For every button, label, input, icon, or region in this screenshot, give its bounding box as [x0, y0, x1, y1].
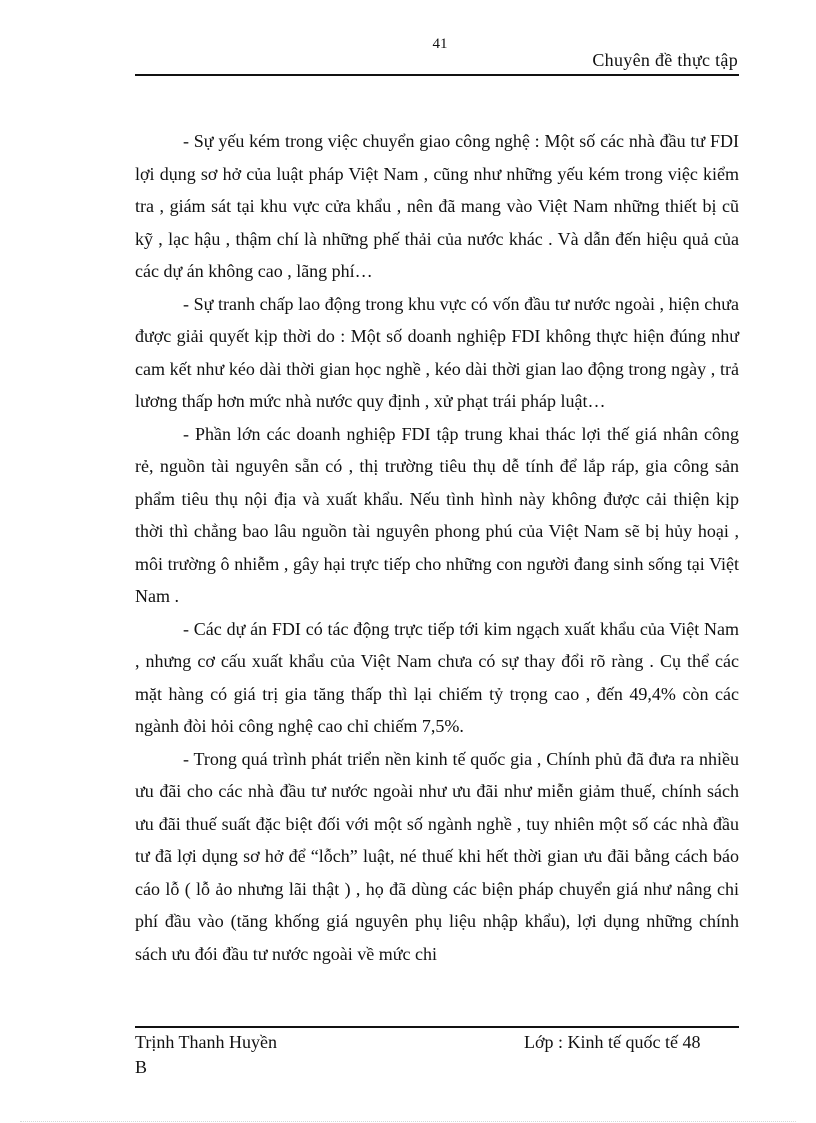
header-rule [135, 74, 739, 76]
paragraph-technology-transfer: - Sự yếu kém trong việc chuyển giao công nghệ : Một số các nhà đầu tư FDI lợi dụng sơ hở của luật pháp Việt Nam , cũng như những yếu kém trong việc kiểm tra , giám sát tại khu vực cửa khẩu , nên đã mang vào Việt Nam những thiết bị cũ kỹ , lạc hậu , thậm chí là những phế thải của nước khác . Và dẫn đến hiệu quả của các dự án không cao , lãng phí… [135, 131, 739, 281]
footer-class: Lớp : Kinh tế quốc tế 48 [524, 1032, 701, 1052]
header-title: Chuyên đề thực tập [592, 50, 738, 70]
footer-author [135, 1030, 277, 1080]
author-suffix: B [135, 1057, 148, 1077]
page-number: 41 [432, 36, 448, 52]
document-body [135, 125, 739, 970]
page-bottom-border [20, 1121, 796, 1122]
author-name: Trịnh Thanh Huyền [135, 1032, 278, 1052]
paragraph-tax-incentives: - Trong quá trình phát triển nền kinh tế quốc gia , Chính phủ đã đưa ra nhiều ưu đãi cho các nhà đầu tư nước ngoài như ưu đãi như miễn giảm thuế, chính sách ưu đãi thuế suất đặc biệt đối với một số ngành nghề , tuy nhiên một số các nhà đầu tư đã lợi dụng sơ hở để “lỗch” luật, né thuế khi hết thời gian ưu đãi bằng cách báo cáo lỗ ( lỗ ảo nhưng lãi thật ) , họ đã dùng các biện pháp chuyển giá như nâng chi phí đầu vào (tăng khống giá nguyên phụ liệu nhập khẩu), lợi dụng những chính sách ưu đói đầu tư nước ngoài về mức chi [135, 748, 739, 964]
paragraph-export-structure: - Các dự án FDI có tác động trực tiếp tới kim ngạch xuất khẩu của Việt Nam , nhưng cơ cấu xuất khẩu của Việt Nam chưa có sự thay đổi rõ ràng . Cụ thể các mặt hàng có giá trị gia tăng thấp thì lại chiếm tỷ trọng cao , đến 49,4% còn các ngành đòi hỏi công nghệ cao chỉ chiếm 7,5%. [135, 618, 739, 736]
paragraph-cheap-labor: - Phần lớn các doanh nghiệp FDI tập trung khai thác lợi thế giá nhân công rẻ, nguồn tài nguyên sẵn có , thị trường tiêu thụ dễ tính để lắp ráp, gia công sản phẩm tiêu thụ nội địa và xuất khẩu. Nếu tình hình này không được cải thiện kịp thời thì chẳng bao lâu nguồn tài nguyên phong phú của Việt Nam sẽ bị hủy hoại , môi trường ô nhiễm , gây hại trực tiếp cho những con người đang sinh sống tại Việt Nam . [135, 423, 739, 606]
paragraph-labor-disputes: - Sự tranh chấp lao động trong khu vực có vốn đầu tư nước ngoài , hiện chưa được giải quyết kịp thời do : Một số doanh nghiệp FDI không thực hiện đúng như cam kết như kéo dài thời gian học nghề , kéo dài thời gian lao động trong ngày , trả lương thấp hơn mức nhà nước quy định , xử phạt trái pháp luật… [135, 293, 739, 411]
footer-rule [135, 1026, 739, 1028]
